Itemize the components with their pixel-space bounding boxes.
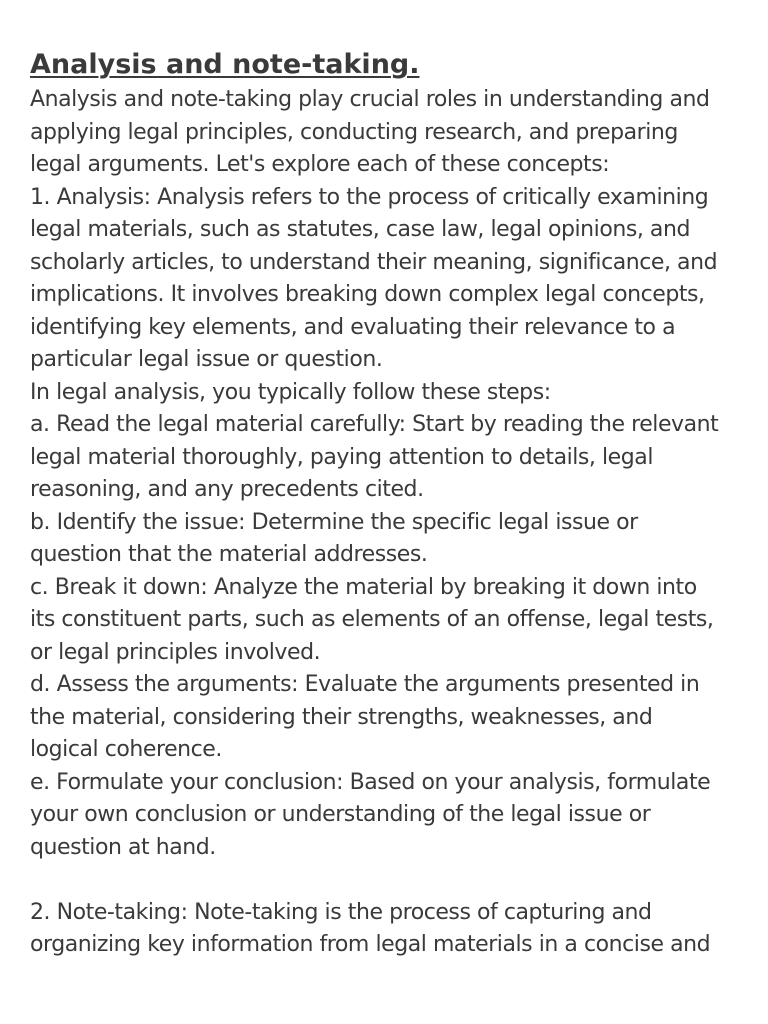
body-line: organizing key information from legal materials in a concise and xyxy=(30,932,711,957)
document-title: Analysis and note-taking. xyxy=(30,49,420,80)
body-line: a. Read the legal material carefully: Start by reading the relevant xyxy=(30,412,719,437)
body-line: Analysis and note-taking play crucial roles in understanding and xyxy=(30,87,710,112)
body-line: e. Formulate your conclusion: Based on your analysis, formulate xyxy=(30,769,711,795)
body-line: applying legal principles, conducting research, and preparing xyxy=(30,119,678,145)
body-line: particular legal issue or question. xyxy=(30,347,383,372)
body-line: b. Identify the issue: Determine the specific legal issue or xyxy=(30,509,638,535)
body-line: 2. Note-taking: Note-taking is the process of capturing and xyxy=(30,899,652,925)
document-body xyxy=(30,84,742,962)
body-line: question at hand. xyxy=(30,834,216,860)
body-line: scholarly articles, to understand their meaning, significance, and xyxy=(30,249,718,275)
body-line: its constituent parts, such as elements of an offense, legal tests, xyxy=(30,607,714,632)
body-line: reasoning, and any precedents cited. xyxy=(30,477,424,502)
body-line: identifying key elements, and evaluating their relevance to a xyxy=(30,314,676,340)
body-line: 1. Analysis: Analysis refers to the process of critically examining xyxy=(30,184,709,210)
body-line: legal arguments. Let's explore each of these concepts: xyxy=(30,152,610,177)
body-line: logical coherence. xyxy=(30,737,222,762)
body-line: your own conclusion or understanding of the legal issue or xyxy=(30,802,651,827)
body-line: question that the material addresses. xyxy=(30,542,428,567)
body-line: legal material thoroughly, paying attention to details, legal xyxy=(30,444,653,470)
body-line: or legal principles involved. xyxy=(30,639,321,665)
body-line: c. Break it down: Analyze the material by breaking it down into xyxy=(30,574,697,600)
paragraph-spacer xyxy=(30,864,742,897)
body-line: legal materials, such as statutes, case law, legal opinions, and xyxy=(30,217,690,242)
document-page xyxy=(30,46,742,962)
body-line: d. Assess the arguments: Evaluate the arguments presented in xyxy=(30,672,700,697)
body-line: the material, considering their strengths, weaknesses, and xyxy=(30,704,653,730)
body-line: implications. It involves breaking down complex legal concepts, xyxy=(30,282,705,307)
body-line: In legal analysis, you typically follow these steps: xyxy=(30,379,551,405)
